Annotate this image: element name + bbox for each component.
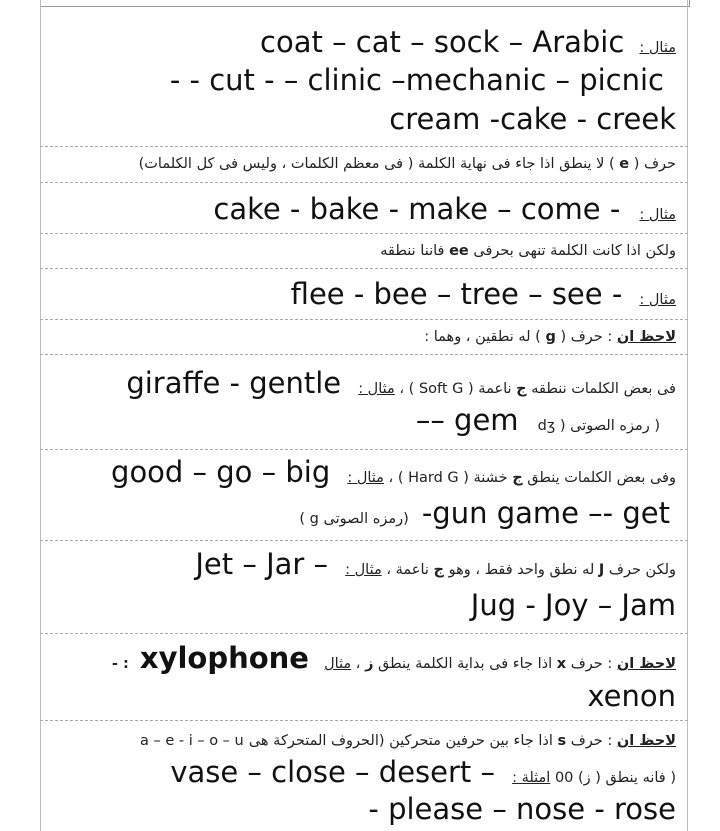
phonetic-note: ( رمزه الصوتى [565, 418, 660, 434]
soft-g [126, 366, 676, 400]
rule-text: ) له نطقين ، وهما : [424, 329, 546, 345]
note-label: لاحظ ان [616, 733, 676, 749]
rule-text: ناعمة ( Soft G ) ، [394, 381, 517, 397]
rule-text: ولكن اذا كانت الكلمة تنهى بحرفى [468, 243, 676, 259]
example-words: - - cut - – clinic –mechanic – picnic [169, 63, 664, 97]
phonetic-note: (رمزه الصوتى g ) [299, 511, 409, 527]
rule-text: ) لا ينطق اذا جاء فى نهاية الكلمة ( فى معظم الكلمات ، وليس فى كل الكلمات) [138, 156, 620, 172]
divider [40, 182, 688, 183]
example-words: flee - bee – tree – see - [290, 277, 623, 311]
example-words: good – go – big [111, 455, 331, 489]
rule-text: فى بعض الكلمات ننطقه [526, 381, 676, 397]
example-words: -gun game –- get [421, 496, 670, 530]
rule-text: وفى بعض الكلمات ينطق [522, 470, 676, 486]
divider [40, 268, 688, 269]
rule-j [195, 547, 676, 581]
rule-ee [380, 240, 676, 259]
divider [40, 633, 688, 634]
letter-s: s [557, 733, 567, 749]
divider [40, 319, 688, 320]
right-rule [687, 0, 688, 831]
note-label: لاحظ ان [616, 656, 676, 672]
divider [40, 354, 688, 355]
example-words: xylophone [139, 641, 309, 675]
rule-text: ، [351, 656, 366, 672]
rule-s-line2 [170, 755, 676, 789]
example-words: xenon [587, 679, 676, 713]
letters-ee: ee [449, 243, 469, 259]
example-label: مثال : [358, 381, 395, 397]
rule-text: ( فانه ينطق [600, 770, 676, 786]
example-words: cream -cake - creek [389, 102, 676, 136]
note-label: لاحظ ان [616, 329, 676, 345]
rule-text: اذا جاء بين حرفين متحركين (الحروف المتحركة هى [248, 733, 558, 749]
divider [40, 720, 688, 721]
rule-s-line3 [368, 792, 676, 826]
top-border [40, 0, 690, 7]
example-line-1 [260, 25, 676, 59]
example-words: –– gem [415, 403, 519, 437]
zay-letter: ز [365, 656, 374, 672]
example-label: مثال [324, 656, 352, 672]
example-words: Jet – Jar – [195, 547, 329, 581]
left-rule [40, 0, 41, 831]
example-words: Jug - Joy – Jam [470, 588, 676, 622]
rule-text: ناعمة ، [381, 562, 434, 578]
tail-mark: : - [111, 656, 129, 672]
divider [40, 233, 688, 234]
soft-g-line2 [416, 403, 660, 437]
divider [40, 449, 688, 450]
hard-g [111, 455, 676, 489]
example-words: coat – cat – sock – Arabic [260, 25, 625, 59]
jeem-letter: ج [512, 470, 523, 486]
jeem-letter: ج [433, 562, 444, 578]
example-label: مثال : [639, 40, 676, 56]
example-label: امثلة : [512, 770, 551, 786]
example-e [213, 192, 676, 226]
rule-text: حرف ( [629, 156, 676, 172]
example-words: giraffe - gentle [126, 366, 342, 400]
rule-text: : حرف [566, 656, 617, 672]
example-words: cake - bake - make – come - [213, 192, 621, 226]
rule-e [139, 153, 676, 172]
rule-g [424, 326, 676, 345]
hard-g-line2 [299, 496, 670, 530]
rule-text: : حرف ( [555, 329, 617, 345]
zay-letter: ( ز) 00 [550, 770, 601, 786]
rule-x-line2 [587, 679, 676, 713]
divider [40, 146, 688, 147]
rule-text: فاننا ننطقه [380, 243, 450, 259]
rule-j-line2 [471, 588, 676, 622]
rule-text: خشنة ( Hard G ) ، [383, 470, 513, 486]
example-words: - please – nose - rose [368, 792, 676, 826]
letter-e: e [619, 156, 630, 172]
rule-text: : حرف [566, 733, 617, 749]
jeem-letter: ج [516, 381, 527, 397]
rule-text: ولكن حرف [604, 562, 676, 578]
rule-text: اذا جاء فى بداية الكلمة ينطق [373, 656, 557, 672]
example-ee [291, 277, 676, 311]
letter-g: g [545, 329, 556, 345]
example-line-2 [170, 63, 664, 97]
example-label: مثال : [347, 470, 384, 486]
letter-j: J [598, 562, 605, 578]
rule-s [140, 730, 676, 749]
example-label: مثال : [345, 562, 382, 578]
vowel-list: a – e - i – o – u [139, 733, 244, 749]
example-label: مثال : [639, 292, 676, 308]
divider [40, 540, 688, 541]
letter-x: x [556, 656, 567, 672]
rule-text: له نطق واحد فقط ، وهو [443, 562, 599, 578]
phonetic-symbol: dʒ ) [537, 418, 566, 434]
rule-x [112, 641, 676, 675]
example-label: مثال : [639, 207, 676, 223]
example-words: vase – close – desert – [170, 755, 495, 789]
example-line-3 [389, 102, 676, 136]
